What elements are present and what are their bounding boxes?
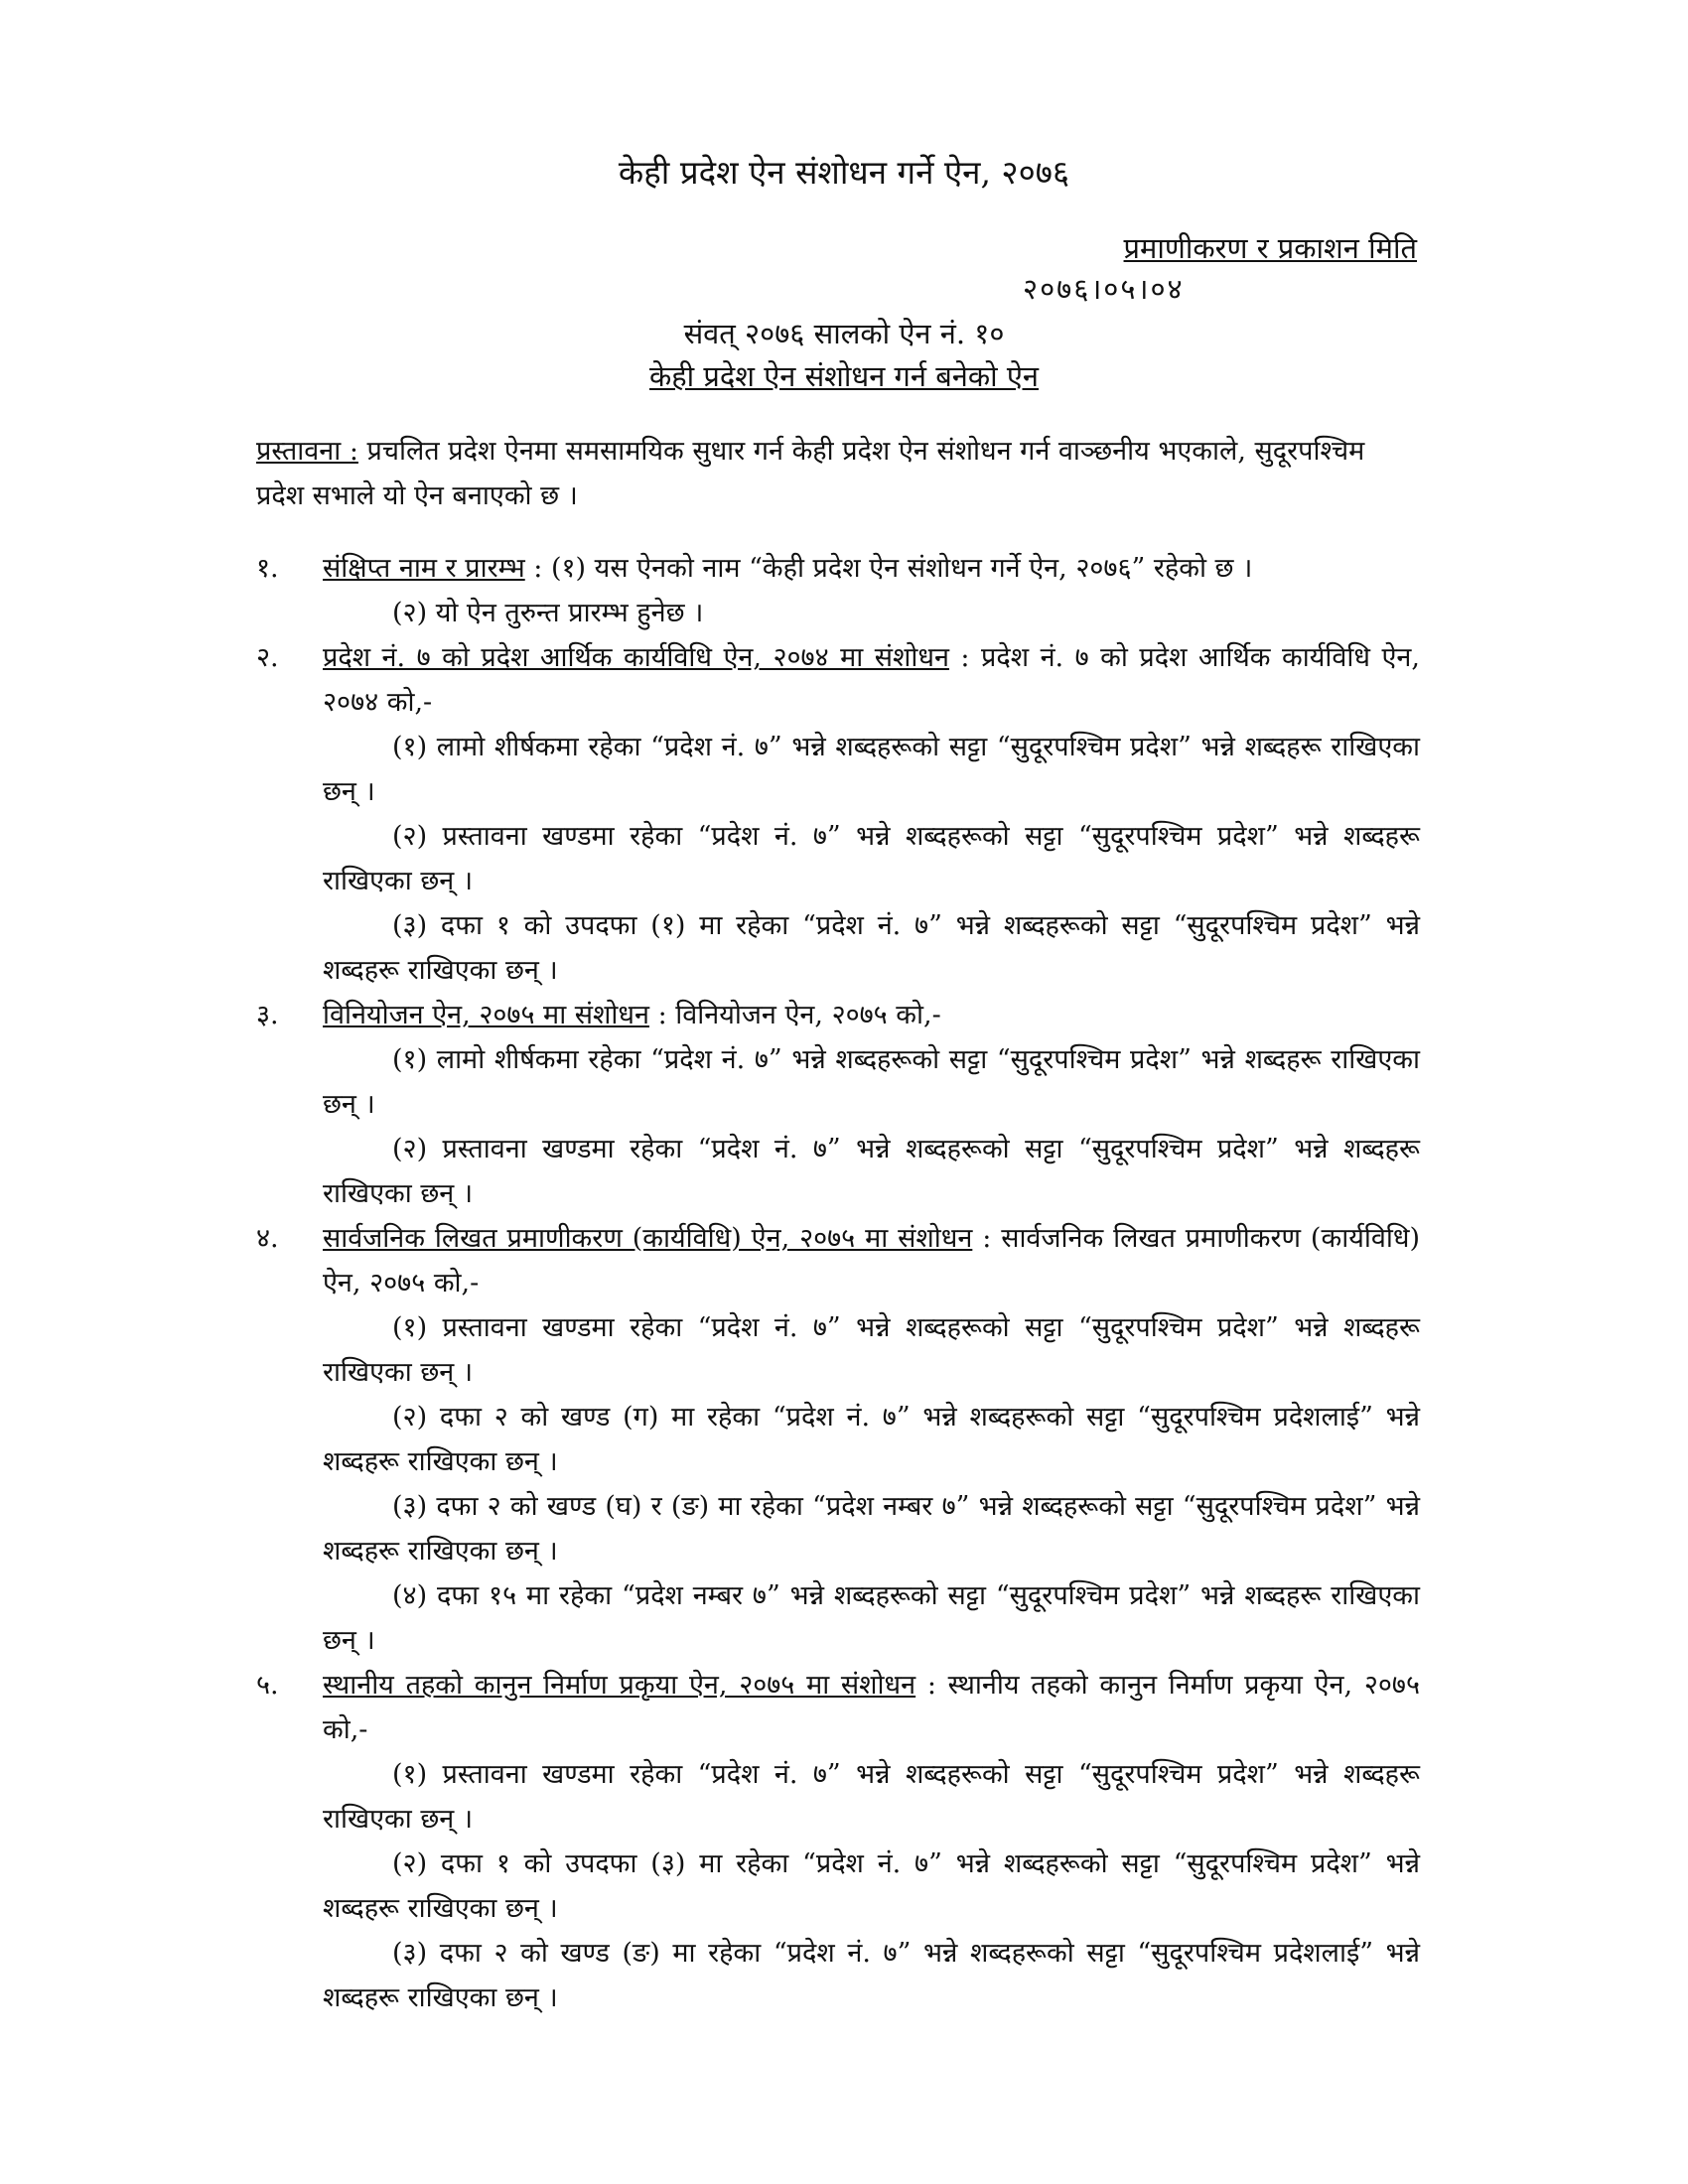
section-number: २. [256, 642, 279, 673]
section-text: : (१) यस ऐनको नाम “केही प्रदेश ऐन संशोधन गर्ने ऐन, २०७६” रहेको छ । [524, 553, 1253, 584]
subsection: (१) लामो शीर्षकमा रहेका “प्रदेश नं. ७” भन्ने शब्दहरूको सट्टा “सुदूरपश्चिम प्रदेश” भन्ने शब्दहरू राखिएका छन् । [323, 732, 1420, 807]
preamble-text: प्रचलित प्रदेश ऐनमा समसामयिक सुधार गर्न केही प्रदेश ऐन संशोधन गर्न वाञ्छनीय भएकाले, सुदूरपश्चिम प्रदेश सभाले यो ऐन बनाएको छ । [256, 436, 1365, 511]
subsection: (३) दफा १ को उपदफा (१) मा रहेका “प्रदेश नं. ७” भन्ने शब्दहरूको सट्टा “सुदूरपश्चिम प्रदेश” भन्ने शब्दहरू राखिएका छन् । [323, 910, 1420, 986]
section-text: : स्थानीय तहको कानुन निर्माण प्रकृया ऐन, २०७५ को,- [323, 1670, 1421, 1745]
document-title: केही प्रदेश ऐन संशोधन गर्ने ऐन, २०७६ [618, 153, 1070, 192]
subsection: (१) लामो शीर्षकमा रहेका “प्रदेश नं. ७” भन्ने शब्दहरूको सट्टा “सुदूरपश्चिम प्रदेश” भन्ने शब्दहरू राखिएका छन् । [323, 1044, 1420, 1120]
section [256, 1216, 1420, 1305]
section-number: ३. [256, 1000, 279, 1030]
section-heading: विनियोजन ऐन, २०७५ मा संशोधन [323, 1000, 649, 1030]
preamble-label: प्रस्तावना : [256, 436, 358, 467]
subsection: (३) दफा २ को खण्ड (घ) र (ङ) मा रहेका “प्रदेश नम्बर ७” भन्ने शब्दहरूको सट्टा “सुदूरपश्चिम प्रदेश” भन्ने शब्दहरू राखिएका छन् । [323, 1491, 1420, 1567]
sections [256, 546, 1420, 2020]
section-text: : विनियोजन ऐन, २०७५ को,- [648, 1000, 941, 1030]
section [256, 546, 1420, 591]
section-number: ४. [256, 1223, 279, 1254]
section-heading: प्रदेश नं. ७ को प्रदेश आर्थिक कार्यविधि ऐन, २०७४ मा संशोधन [323, 642, 949, 673]
subsection: (२) दफा २ को खण्ड (ग) मा रहेका “प्रदेश नं. ७” भन्ने शब्दहरूको सट्टा “सुदूरपश्चिम प्रदेशलाई” भन्ने शब्दहरू राखिएका छन् । [323, 1402, 1420, 1477]
act-number: संवत् २०७६ सालको ऐन नं. १० [683, 317, 1005, 350]
subsection: (१) प्रस्तावना खण्डमा रहेका “प्रदेश नं. ७” भन्ने शब्दहरूको सट्टा “सुदूरपश्चिम प्रदेश” भन्ने शब्दहरू राखिएका छन् । [323, 1312, 1420, 1388]
section [256, 635, 1420, 725]
section [256, 1663, 1420, 1752]
section [256, 993, 1420, 1037]
section-text: : सार्वजनिक लिखत प्रमाणीकरण (कार्यविधि) ऐन, २०७५ को,- [323, 1223, 1420, 1298]
section-heading: स्थानीय तहको कानुन निर्माण प्रकृया ऐन, २०७५ मा संशोधन [323, 1670, 916, 1701]
subsection: (१) प्रस्तावना खण्डमा रहेका “प्रदेश नं. ७” भन्ने शब्दहरूको सट्टा “सुदूरपश्चिम प्रदेश” भन्ने शब्दहरू राखिएका छन् । [323, 1759, 1420, 1835]
authentication-label: प्रमाणीकरण र प्रकाशन मिति [1123, 231, 1417, 265]
document-subtitle: केही प्रदेश ऐन संशोधन गर्न बनेको ऐन [648, 359, 1039, 393]
section-number: ५. [256, 1670, 279, 1701]
preamble [256, 429, 1418, 518]
section-text: : प्रदेश नं. ७ को प्रदेश आर्थिक कार्यविधि ऐन, २०७४ को,- [323, 642, 1420, 718]
authentication-date: २०७६।०५।०४ [1023, 272, 1185, 306]
section-heading: संक्षिप्त नाम र प्रारम्भ [323, 553, 525, 584]
subsection: (२) यो ऐन तुरुन्त प्रारम्भ हुनेछ । [392, 598, 704, 628]
subsection: (४) दफा १५ मा रहेका “प्रदेश नम्बर ७” भन्ने शब्दहरूको सट्टा “सुदूरपश्चिम प्रदेश” भन्ने शब्दहरू राखिएका छन् । [323, 1580, 1420, 1656]
subsection: (२) प्रस्तावना खण्डमा रहेका “प्रदेश नं. ७” भन्ने शब्दहरूको सट्टा “सुदूरपश्चिम प्रदेश” भन्ने शब्दहरू राखिएका छन् । [323, 1134, 1420, 1209]
section-number: १. [256, 553, 279, 584]
subsection: (२) दफा १ को उपदफा (३) मा रहेका “प्रदेश नं. ७” भन्ने शब्दहरूको सट्टा “सुदूरपश्चिम प्रदेश” भन्ने शब्दहरू राखिएका छन् । [323, 1848, 1420, 1924]
subsection: (२) प्रस्तावना खण्डमा रहेका “प्रदेश नं. ७” भन्ने शब्दहरूको सट्टा “सुदूरपश्चिम प्रदेश” भन्ने शब्दहरू राखिएका छन् । [323, 821, 1420, 896]
section-heading: सार्वजनिक लिखत प्रमाणीकरण (कार्यविधि) ऐन, २०७५ मा संशोधन [323, 1223, 973, 1254]
subsection: (३) दफा २ को खण्ड (ङ) मा रहेका “प्रदेश नं. ७” भन्ने शब्दहरूको सट्टा “सुदूरपश्चिम प्रदेशलाई” भन्ने शब्दहरू राखिएका छन् । [323, 1938, 1420, 2013]
